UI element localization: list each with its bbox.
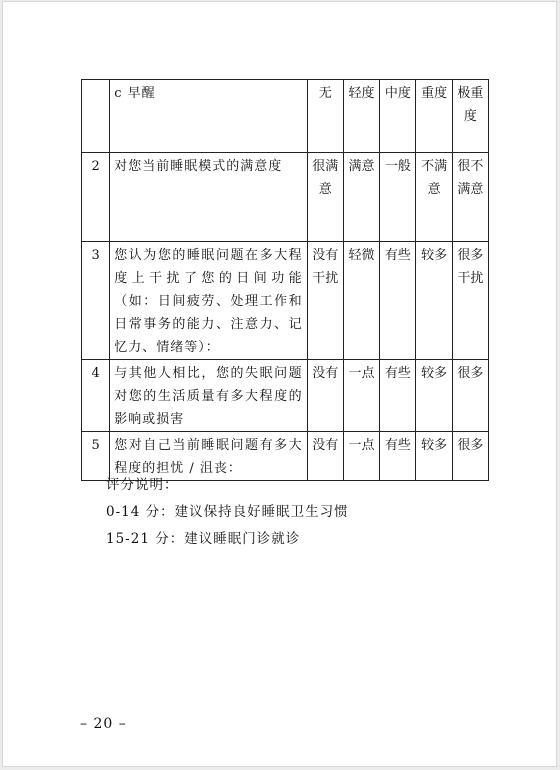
option-cell: 没有干扰	[307, 242, 343, 360]
scoring-note-line: 15-21 分：建议睡眠门诊就诊	[106, 531, 301, 547]
option-cell: 有些	[380, 360, 416, 432]
option-cell: 很满意	[307, 153, 343, 242]
question-text: 您对自己当前睡眠问题有多大程度的担忧 / 沮丧：	[110, 432, 307, 481]
scoring-note-line: 0-14 分：建议保持良好睡眠卫生习惯	[106, 504, 349, 520]
question-text: 对您当前睡眠模式的满意度	[110, 153, 307, 242]
option-cell: 一点	[343, 432, 379, 481]
option-cell: 较多	[416, 242, 452, 360]
page-number: – 20 –	[80, 716, 127, 732]
table-row	[82, 360, 489, 432]
option-cell: 没有	[307, 432, 343, 481]
row-number: 4	[82, 360, 110, 432]
question-text: 您认为您的睡眠问题在多大程度上干扰了您的日间功能（如：日间疲劳、处理工作和日常事务的能力、注意力、记忆力、情绪等）：	[110, 242, 307, 360]
option-cell: 极重度	[452, 80, 488, 153]
option-cell: 重度	[416, 80, 452, 153]
option-cell: 很多干扰	[452, 242, 488, 360]
row-number	[82, 80, 110, 153]
option-cell: 有些	[380, 242, 416, 360]
sleep-questionnaire-table	[81, 79, 489, 481]
scoring-notes-heading: 评分说明：	[106, 477, 179, 493]
option-cell: 一般	[380, 153, 416, 242]
option-cell: 轻微	[343, 242, 379, 360]
row-number: 2	[82, 153, 110, 242]
table-row	[82, 80, 489, 153]
option-cell: 中度	[380, 80, 416, 153]
row-number: 3	[82, 242, 110, 360]
question-text: c 早醒	[110, 80, 307, 153]
option-cell: 很多	[452, 360, 488, 432]
option-cell: 轻度	[343, 80, 379, 153]
option-cell: 无	[307, 80, 343, 153]
row-number: 5	[82, 432, 110, 481]
scoring-notes	[106, 472, 349, 553]
option-cell: 很多	[452, 432, 488, 481]
table-row	[82, 153, 489, 242]
table-row	[82, 242, 489, 360]
option-cell: 较多	[416, 432, 452, 481]
option-cell: 满意	[343, 153, 379, 242]
option-cell: 没有	[307, 360, 343, 432]
option-cell: 较多	[416, 360, 452, 432]
option-cell: 一点	[343, 360, 379, 432]
document-page	[2, 1, 557, 767]
question-text: 与其他人相比，您的失眠问题对您的生活质量有多大程度的影响或损害	[110, 360, 307, 432]
option-cell: 很不满意	[452, 153, 488, 242]
option-cell: 有些	[380, 432, 416, 481]
option-cell: 不满意	[416, 153, 452, 242]
